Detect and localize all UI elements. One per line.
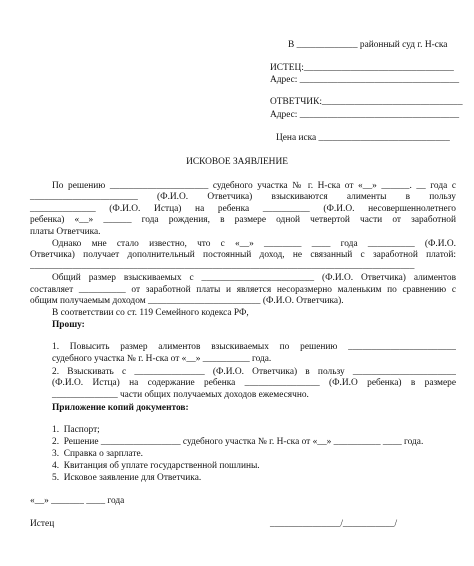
request-heading: Прошу: bbox=[52, 320, 85, 330]
body-line: Однако мне стало известно, что с «__» ________ ____ года __________ (Ф.И.О. bbox=[52, 239, 456, 249]
attachments-heading: Приложение копий документов: bbox=[52, 403, 189, 413]
attachment-item: 2. Решение _________________ судебного участка № г. Н-ска от «__» __________ ____ года. bbox=[52, 437, 424, 447]
body-line: составляет __________ от заработной платы и является несоразмерно маленьким по сравнению с bbox=[30, 285, 456, 295]
defendant-line: ОТВЕТЧИК:______________________________ bbox=[270, 97, 463, 107]
claim-price-line: Цена иска ____________________________ bbox=[276, 133, 450, 143]
attachment-item: 1. Паспорт; bbox=[52, 425, 100, 435]
signer-label: Истец bbox=[30, 519, 55, 529]
attachment-item: 3. Справка о зарплате. bbox=[52, 449, 143, 459]
request-item: ______________ части общих получаемых доходов ежемесячно. bbox=[52, 390, 309, 400]
request-item: 1. Повысить размер алиментов взыскиваемых по решению _______________________ bbox=[52, 342, 456, 352]
plaintiff-address-line: Адрес: __________________________________ bbox=[270, 75, 460, 85]
body-line: общим получаемым доходом ________________________ (Ф.И.О. Ответчика). bbox=[30, 296, 344, 306]
body-line: Ответчика) получает дополнительный постоянный доход, не связанный с заработной платой: bbox=[30, 250, 456, 260]
body-line: _______________________ (Ф.И.О. Ответчика) взыскиваются алименты в пользу bbox=[30, 192, 456, 202]
body-line: __________________________________________________________________________________ bbox=[30, 262, 415, 271]
attachment-item: 5. Исковое заявление для Ответчика. bbox=[52, 473, 202, 483]
request-item: (Ф.И.О. Истца) на содержание ребенка ________________ (Ф.И.О ребенка) в размере bbox=[52, 378, 456, 388]
court-line: В _____________ районный суд г. Н-ска bbox=[288, 40, 448, 50]
plaintiff-line: ИСТЕЦ:________________________________ bbox=[270, 63, 454, 73]
body-line: По решению _____________________ судебного участка № г. Н-ска от «__» ______. __ года с bbox=[52, 181, 456, 191]
signature-line: _______________/___________/ bbox=[270, 519, 398, 529]
attachment-item: 4. Квитанция об уплате государственной пошлины. bbox=[52, 461, 260, 471]
document-title: ИСКОВОЕ ЗАЯВЛЕНИЕ bbox=[186, 157, 288, 167]
defendant-address-line: Адрес: __________________________________ bbox=[270, 110, 460, 120]
body-line: В соответствии со ст. 119 Семейного кодекса РФ, bbox=[52, 308, 249, 318]
body-line: платы Ответчика. bbox=[30, 227, 101, 237]
body-line: ______________ (Ф.И.О. Истца) на ребенка __________ (Ф.И.О. несовершеннолетнего bbox=[30, 204, 456, 214]
request-item: судебного участка № г. Н-ска от «__» __________ года. bbox=[52, 354, 272, 364]
body-line: Общий размер взыскиваемых с ________________________ (Ф.И.О. Ответчика) алиментов bbox=[52, 273, 456, 283]
body-line: ребенка) «__» ______ года рождения, в размере одной четвертой части от заработной bbox=[30, 215, 456, 225]
request-item: 2. Взыскивать с _______________ (Ф.И.О. Ответчика) в пользу ______________________ bbox=[52, 367, 456, 377]
date-line: «__» _______ ____ года bbox=[30, 496, 125, 506]
